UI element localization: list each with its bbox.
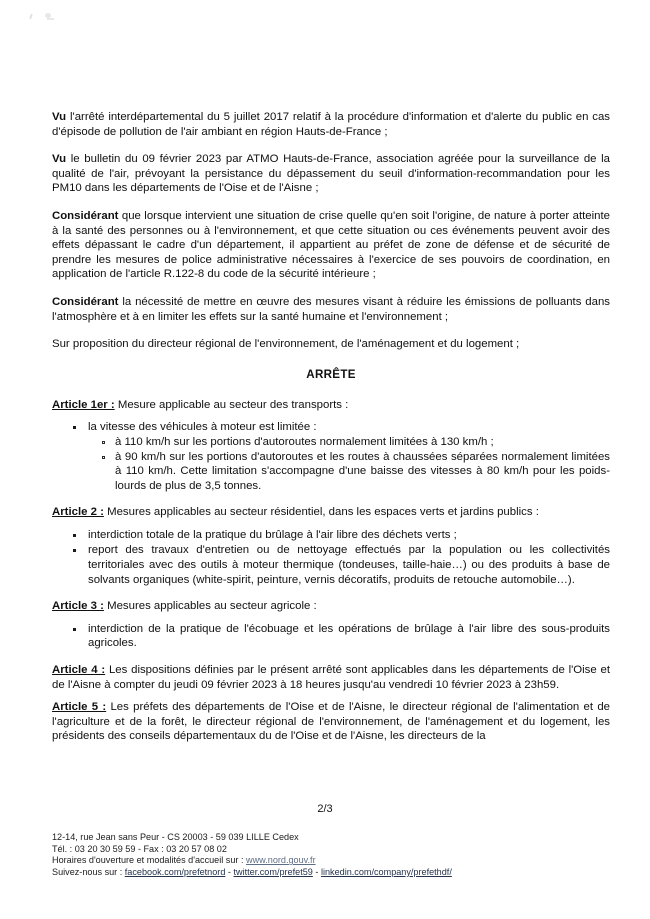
recital-text: que lorsque intervient une situation de crise quelle qu'en soit l'origine, de nature à porter atteinte à la santé des personnes ou à l'environnement, et que cette situation ou ces événements peuvent avoir des effets dépassant le cadre d'un département, il appartient au préfet de zone de défense et de sécurité de prendre les mesures de police administrative nécessaires à l'exercice de ses pouvoirs de coordination, en application de l'article R.122-8 du code de la sécurité intérieure ; — [52, 209, 610, 281]
article-4-title: Article 4 : — [52, 664, 106, 677]
article-1-title: Article 1er : — [52, 398, 115, 411]
recital-lead: Considérant — [52, 295, 119, 308]
article-3-title: Article 3 : — [52, 600, 104, 613]
footer-facebook-link[interactable]: facebook.com/prefetnord — [124, 866, 226, 877]
article-1-heading — [52, 398, 610, 413]
article-2-text: Mesures applicables au secteur résidentiel, dans les espaces verts et jardins publics : — [103, 506, 539, 519]
scan-artifact-mark — [29, 14, 32, 19]
footer-separator: - — [312, 866, 321, 877]
list-item: interdiction de la pratique de l'écobuage et les opérations de brûlage à l'air libre des sous-produits agricoles. — [88, 622, 610, 650]
footer-hours-label: Horaires d'ouverture et modalités d'accueil sur : — [52, 855, 247, 866]
recital-lead: Vu — [52, 111, 67, 123]
footer-address: 12-14, rue Jean sans Peur - CS 20003 - 59 039 LILLE Cedex — [52, 832, 299, 842]
footer-twitter-link[interactable]: twitter.com/prefet59 — [233, 866, 313, 877]
proposition-text: Sur proposition du directeur régional de l'environnement, de l'aménagement et du logement ; — [52, 338, 520, 351]
recital-text: le bulletin du 09 février 2023 par ATMO Hauts-de-France, association agréée pour la surveillance de la qualité de l'air, prévoyant la persistance du dépassement du seuil d'information-recommandation pour les PM10 dans les départements de l'Oise et de l'Aisne ; — [52, 153, 610, 195]
article-1-text: Mesure applicable au secteur des transports : — [114, 398, 349, 411]
footer-phone: Tél. : 03 20 30 59 59 - Fax : 03 20 57 08 02 — [52, 843, 227, 854]
footer-hours — [52, 855, 612, 867]
list-item: report des travaux d'entretien ou de nettoyage effectués par la population ou les collectivités territoriales avec des outils à moteur thermique (tondeuses, taille-haie…) ou des produits à base de solvants organiques (white-spirit, peinture, vernis décoratifs, produits de retouche automobile…). — [88, 544, 610, 586]
article-5-title: Article 5 : — [52, 701, 107, 714]
list-item-text: la vitesse des véhicules à moteur est limitée : — [88, 421, 317, 434]
article-3-text: Mesures applicables au secteur agricole : — [103, 600, 317, 613]
article-3-bullet-list — [52, 622, 610, 651]
list-item: à 90 km/h sur les portions d'autoroutes et les routes à chaussées séparées normalement limitées à 110 km/h. Cette limitation s'accompagne d'une baisse des vitesses à 80 km/h pour les poids-lourds de plus de 3,5 tonnes. — [115, 450, 610, 492]
page-footer — [52, 832, 612, 878]
article-2-title: Article 2 : — [52, 506, 104, 519]
article-4-heading — [52, 663, 610, 692]
list-item: interdiction totale de la pratique du brûlage à l'air libre des déchets verts ; — [86, 528, 610, 543]
decision-heading: ARRÊTE — [306, 367, 356, 381]
list-item — [86, 420, 610, 493]
document-body — [52, 110, 610, 752]
footer-separator: - — [225, 866, 234, 877]
recital-lead: Vu — [52, 153, 67, 166]
recital-lead: Considérant — [52, 209, 119, 222]
list-item: à 110 km/h sur les portions d'autoroutes normalement limitées à 130 km/h ; — [115, 435, 610, 450]
article-2-bullet-list — [52, 528, 610, 587]
article-4-text: Les dispositions définies par le présent arrêté sont applicables dans les départements de l'Oise et de l'Aisne à compter du jeudi 09 février 2023 à 18 heures jusqu'au vendredi 10 février 2023 à 23h59. — [52, 664, 610, 691]
recital-paragraph — [52, 209, 610, 282]
recital-text: l'arrêté interdépartemental du 5 juillet 2017 relatif à la procédure d'information et d'alerte du public en cas d'épisode de pollution de l'air ambiant en région Hauts-de-France ; — [52, 111, 610, 138]
recital-text: la nécessité de mettre en œuvre des mesures visant à réduire les émissions de polluants dans l'atmosphère et à en limiter les effets sur la santé humaine et l'environnement ; — [52, 295, 610, 323]
footer-linkedin-link[interactable]: linkedin.com/company/prefethdf/ — [320, 866, 452, 877]
recital-paragraph — [52, 295, 610, 324]
scan-artifact-mark — [47, 18, 54, 20]
article-2-heading — [52, 505, 610, 520]
proposition-paragraph — [52, 337, 610, 352]
recital-paragraph — [52, 110, 610, 139]
footer-website-link[interactable]: www.nord.gouv.fr — [246, 855, 316, 866]
article-1-sub-bullet-list — [88, 435, 610, 493]
article-1-bullet-list — [52, 420, 610, 493]
footer-social-label: Suivez-nous sur : — [52, 866, 125, 877]
article-5-heading — [52, 700, 610, 744]
article-3-heading — [52, 599, 610, 614]
footer-social — [52, 867, 612, 879]
recital-paragraph — [52, 152, 610, 196]
page-number: 2/3 — [317, 803, 333, 815]
article-5-text: Les préfets des départements de l'Oise et de l'Aisne, le directeur régional de l'alimentation et de l'agriculture et de la forêt, le directeur régional de l'environnement, de l'aménagement et du logement, les présidents des conseils départementaux du de l'Oise et de l'Aisne, les directeurs de la — [52, 701, 611, 743]
